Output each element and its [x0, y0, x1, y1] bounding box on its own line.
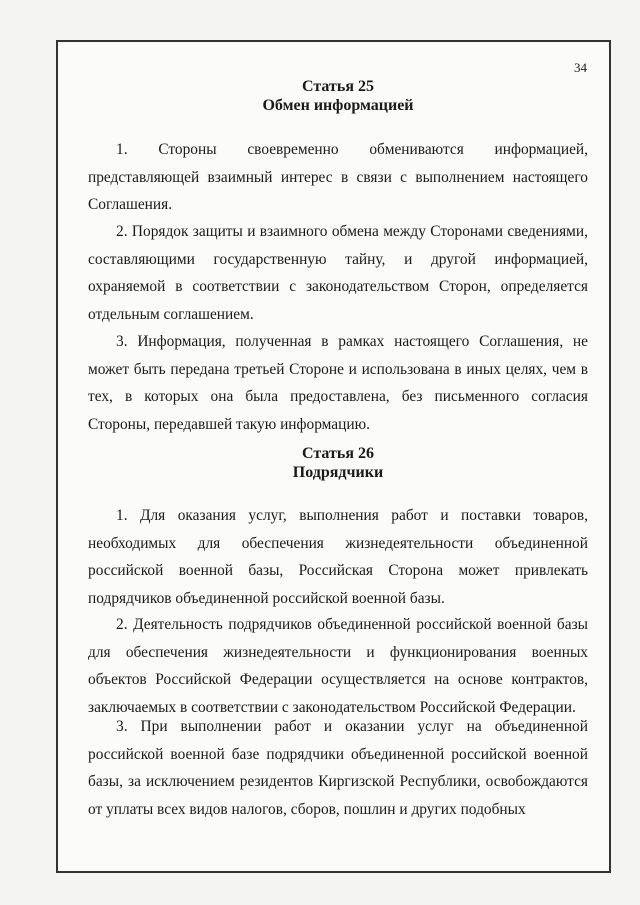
article-25-paragraph-1: 1. Стороны своевременно обмениваются информацией, представляющей взаимный интерес в связи с выполнением настоящего Соглашения.	[88, 141, 588, 214]
article-26-heading	[88, 444, 588, 482]
document-page	[56, 40, 611, 873]
article-25-paragraph-2: 2. Порядок защиты и взаимного обмена между Сторонами сведениями, составляющими государственную тайну, и другой информацией, охраняемой в соответствии с законодательством Сторон, определяется отдельным соглашением.	[88, 223, 588, 323]
article-26-title: Статья 26	[302, 445, 374, 462]
article-26-paragraph-2: 2. Деятельность подрядчиков объединенной российской военной базы для обеспечения жизнедеятельности и функционирования военных объектов Российской Федерации осуществляется на основе контрактов, заключаемых в соответствии с законодательством Российской Федерации.	[88, 616, 588, 716]
article-25-subtitle: Обмен информацией	[262, 97, 414, 114]
article-25-paragraph-3: 3. Информация, полученная в рамках настоящего Соглашения, не может быть передана третьей Стороне и использована в иных целях, чем в тех, в которых она была предоставлена, без письменного согласия Стороны, передавшей такую информацию.	[88, 333, 588, 433]
article-25-title: Статья 25	[302, 78, 374, 95]
article-26-subtitle: Подрядчики	[292, 464, 384, 481]
page-number: 34	[574, 60, 587, 75]
article-25-heading	[88, 77, 588, 115]
article-26-paragraph-3: 3. При выполнении работ и оказании услуг на объединенной российской военной базе подрядчики объединенной российской военной базы, за исключением резидентов Киргизской Республики, освобождаются от уплаты всех видов налогов, сборов, пошлин и других подобных	[88, 718, 588, 818]
article-26-paragraph-1: 1. Для оказания услуг, выполнения работ и поставки товаров, необходимых для обеспечения жизнедеятельности объединенной российской военной базы, Российская Сторона может привлекать подрядчиков объединенной российской военной базы.	[88, 507, 588, 607]
